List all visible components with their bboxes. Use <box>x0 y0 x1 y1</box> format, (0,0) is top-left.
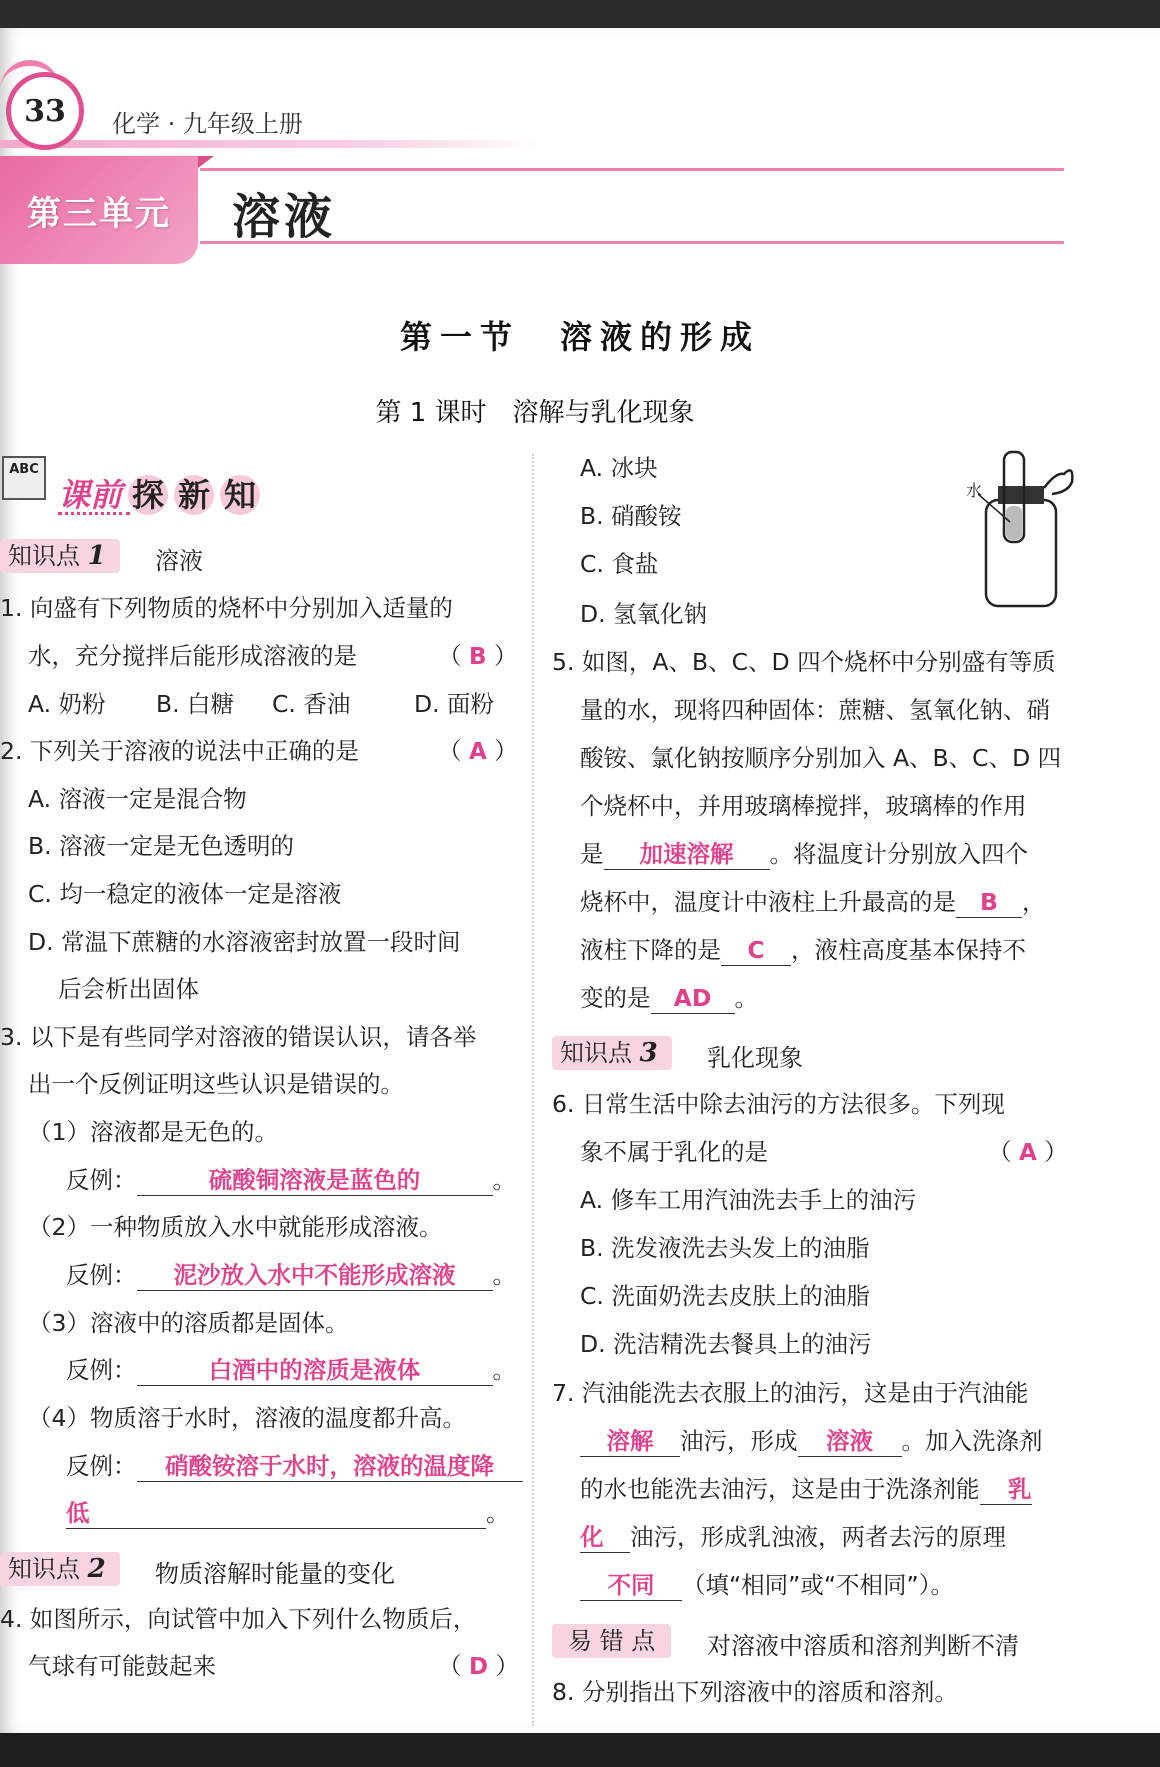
q3-item2-counterexample: 反例： 泥沙放入水中不能形成溶液 。 <box>66 1261 516 1289</box>
header-rule-top <box>200 168 1064 171</box>
q5-line2: 量的水，现将四种固体：蔗糖、氢氧化钠、硝 <box>580 696 1050 724</box>
q3-item4-answer: 硝酸铵溶于水时，溶液的温度降 <box>137 1451 523 1482</box>
q2-option: C. 均一稳定的液体一定是溶液 <box>28 880 342 908</box>
q5-answer4: AD <box>651 983 735 1014</box>
q8-line1: 8. 分别指出下列溶液中的溶质和溶剂。 <box>552 1678 958 1706</box>
q2-option: A. 溶液一定是混合物 <box>28 785 247 813</box>
q7-line5: 不同 （填“相同”或“不相同”）。 <box>580 1569 954 1601</box>
pre-study-char: 知 <box>220 475 260 515</box>
q3-item3-statement: （3）溶液中的溶质都是固体。 <box>28 1309 349 1337</box>
chapter-title: 溶液 <box>232 189 337 245</box>
abc-board-icon: ABC <box>2 456 46 500</box>
q5-answer2: B <box>956 887 1022 918</box>
bottom-bar <box>0 1733 1160 1767</box>
q1-line1: 1. 向盛有下列物质的烧杯中分别加入适量的 <box>0 594 453 622</box>
pre-study-underline <box>58 512 130 515</box>
q3-item4-counterexample: 反例： 硝酸铵溶于水时，溶液的温度降 <box>66 1450 523 1482</box>
knowledge-point-tag-1: 知识点 1 <box>0 539 120 573</box>
q6-line1: 6. 日常生活中除去油污的方法很多。下列现 <box>552 1090 1005 1118</box>
q4-line1: 4. 如图所示，向试管中加入下列什么物质后， <box>0 1605 477 1633</box>
q5-line1: 5. 如图，A、B、C、D 四个烧杯中分别盛有等质 <box>552 648 1056 676</box>
error-point-title: 对溶液中溶质和溶剂判断不清 <box>707 1632 1019 1660</box>
q3-item2-answer: 泥沙放入水中不能形成溶液 <box>137 1260 493 1291</box>
unit-tab-fold <box>198 156 214 168</box>
q3-item3-answer: 白酒中的溶质是液体 <box>137 1355 493 1386</box>
q4-option: C. 食盐 <box>580 550 659 578</box>
error-point-tag: 易 错 点 <box>552 1624 671 1658</box>
q2-answer: （ A ） <box>438 737 518 765</box>
header-gradient-line <box>0 140 540 148</box>
lesson-title: 第 1 课时 溶解与乳化现象 <box>375 398 695 428</box>
q3-item3-counterexample: 反例： 白酒中的溶质是液体 。 <box>66 1356 516 1384</box>
q3-item4-statement: （4）物质溶于水时，溶液的温度都升高。 <box>28 1404 466 1432</box>
pre-study-part1: 课前 <box>58 476 123 514</box>
q3-item2-statement: （2）一种物质放入水中就能形成溶液。 <box>28 1213 443 1241</box>
q3-item1-answer: 硫酸铜溶液是蓝色的 <box>137 1165 493 1196</box>
q7-line4: 化 油污，形成乳浊液，两者去污的原理 <box>580 1523 1006 1551</box>
q7-answer2: 溶液 <box>798 1426 902 1457</box>
q5-line7: 液柱下降的是 C ，液柱高度基本保持不 <box>580 936 1026 964</box>
q7-line2: 溶解 油污，形成 溶液 。加入洗涤剂 <box>580 1425 1043 1457</box>
q7-line1: 7. 汽油能洗去衣服上的油污，这是由于汽油能 <box>552 1379 1029 1407</box>
knowledge-point-title-3: 乳化现象 <box>707 1044 803 1072</box>
q7-line3: 的水也能洗去油污，这是由于洗涤剂能 乳 <box>580 1475 1032 1503</box>
q4-option: A. 冰块 <box>580 454 658 482</box>
q6-answer: （ A ） <box>988 1138 1068 1166</box>
q3-item4-answer-cont-line: 低 。 <box>66 1499 510 1527</box>
q3-line2: 出一个反例证明这些认识是错误的。 <box>28 1070 404 1098</box>
q1-answer: （ B ） <box>438 642 518 670</box>
q5-line4: 个烧杯中，并用玻璃棒搅拌，玻璃棒的作用 <box>580 792 1027 820</box>
q1-option: A. 奶粉 <box>28 690 106 718</box>
q2-option: B. 溶液一定是无色透明的 <box>28 832 295 860</box>
q7-answer3a: 乳 <box>980 1474 1032 1505</box>
q1-option: C. 香油 <box>272 690 351 718</box>
unit-tab <box>0 156 198 264</box>
q6-option: D. 洗洁精洗去餐具上的油污 <box>580 1330 872 1358</box>
q6-option: A. 修车工用汽油洗去手上的油污 <box>580 1186 917 1214</box>
q3-item1-statement: （1）溶液都是无色的。 <box>28 1118 278 1146</box>
q3-line1: 3. 以下是有些同学对溶液的错误认识，请各举 <box>0 1023 477 1051</box>
q1-option: B. 白糖 <box>156 690 235 718</box>
column-divider <box>532 454 534 1726</box>
pre-study-title <box>58 470 260 516</box>
unit-label: 第三单元 <box>27 193 171 234</box>
q1-line2: 水，充分搅拌后能形成溶液的是 <box>28 642 357 670</box>
q5-line8: 变的是 AD 。 <box>580 984 758 1012</box>
q5-answer1: 加速溶解 <box>604 839 770 870</box>
q5-line5: 是 加速溶解 。将温度计分别放入四个 <box>580 840 1028 868</box>
section-title: 第一节 溶液的形成 <box>399 318 760 356</box>
q6-line2: 象不属于乳化的是 <box>580 1138 768 1166</box>
knowledge-point-tag-3: 知识点 3 <box>552 1036 672 1070</box>
page-number-badge <box>6 72 84 150</box>
q4-option: D. 氢氧化钠 <box>580 600 708 628</box>
knowledge-point-title-1: 溶液 <box>155 547 203 575</box>
q5-line3: 酸铵、氯化钠按顺序分别加入 A、B、C、D 四 <box>580 744 1062 772</box>
q2-option-cont: 后会析出固体 <box>58 975 199 1003</box>
q5-answer3: C <box>721 935 791 966</box>
test-tube-balloon-figure <box>960 450 1080 610</box>
top-bar <box>0 0 1160 28</box>
q4-option: B. 硝酸铵 <box>580 502 682 530</box>
q5-line6: 烧杯中，温度计中液柱上升最高的是 B ， <box>580 888 1046 916</box>
q3-item4-answer-cont: 低 <box>66 1498 486 1529</box>
q4-answer: （ D ） <box>438 1652 520 1680</box>
book-title: 化学 · 九年级上册 <box>112 110 303 138</box>
knowledge-point-tag-2: 知识点 2 <box>0 1552 120 1586</box>
q7-answer1: 溶解 <box>580 1426 680 1457</box>
q7-answer4: 不同 <box>580 1570 682 1601</box>
q6-option: C. 洗面奶洗去皮肤上的油脂 <box>580 1282 870 1310</box>
pre-study-char: 新 <box>174 475 214 515</box>
q7-answer3b: 化 <box>580 1522 630 1553</box>
q4-line2: 气球有可能鼓起来 <box>28 1652 216 1680</box>
figure-label-water: 水 <box>966 481 983 500</box>
q1-option: D. 面粉 <box>414 690 495 718</box>
q6-option: B. 洗发液洗去头发上的油脂 <box>580 1234 870 1262</box>
page-number: 33 <box>24 93 66 129</box>
pre-study-char: 探 <box>128 475 168 515</box>
q2-stem: 2. 下列关于溶液的说法中正确的是 <box>0 737 359 765</box>
q3-item1-counterexample: 反例： 硫酸铜溶液是蓝色的 。 <box>66 1166 516 1194</box>
knowledge-point-title-2: 物质溶解时能量的变化 <box>155 1560 395 1588</box>
q2-option: D. 常温下蔗糖的水溶液密封放置一段时间 <box>28 928 461 956</box>
